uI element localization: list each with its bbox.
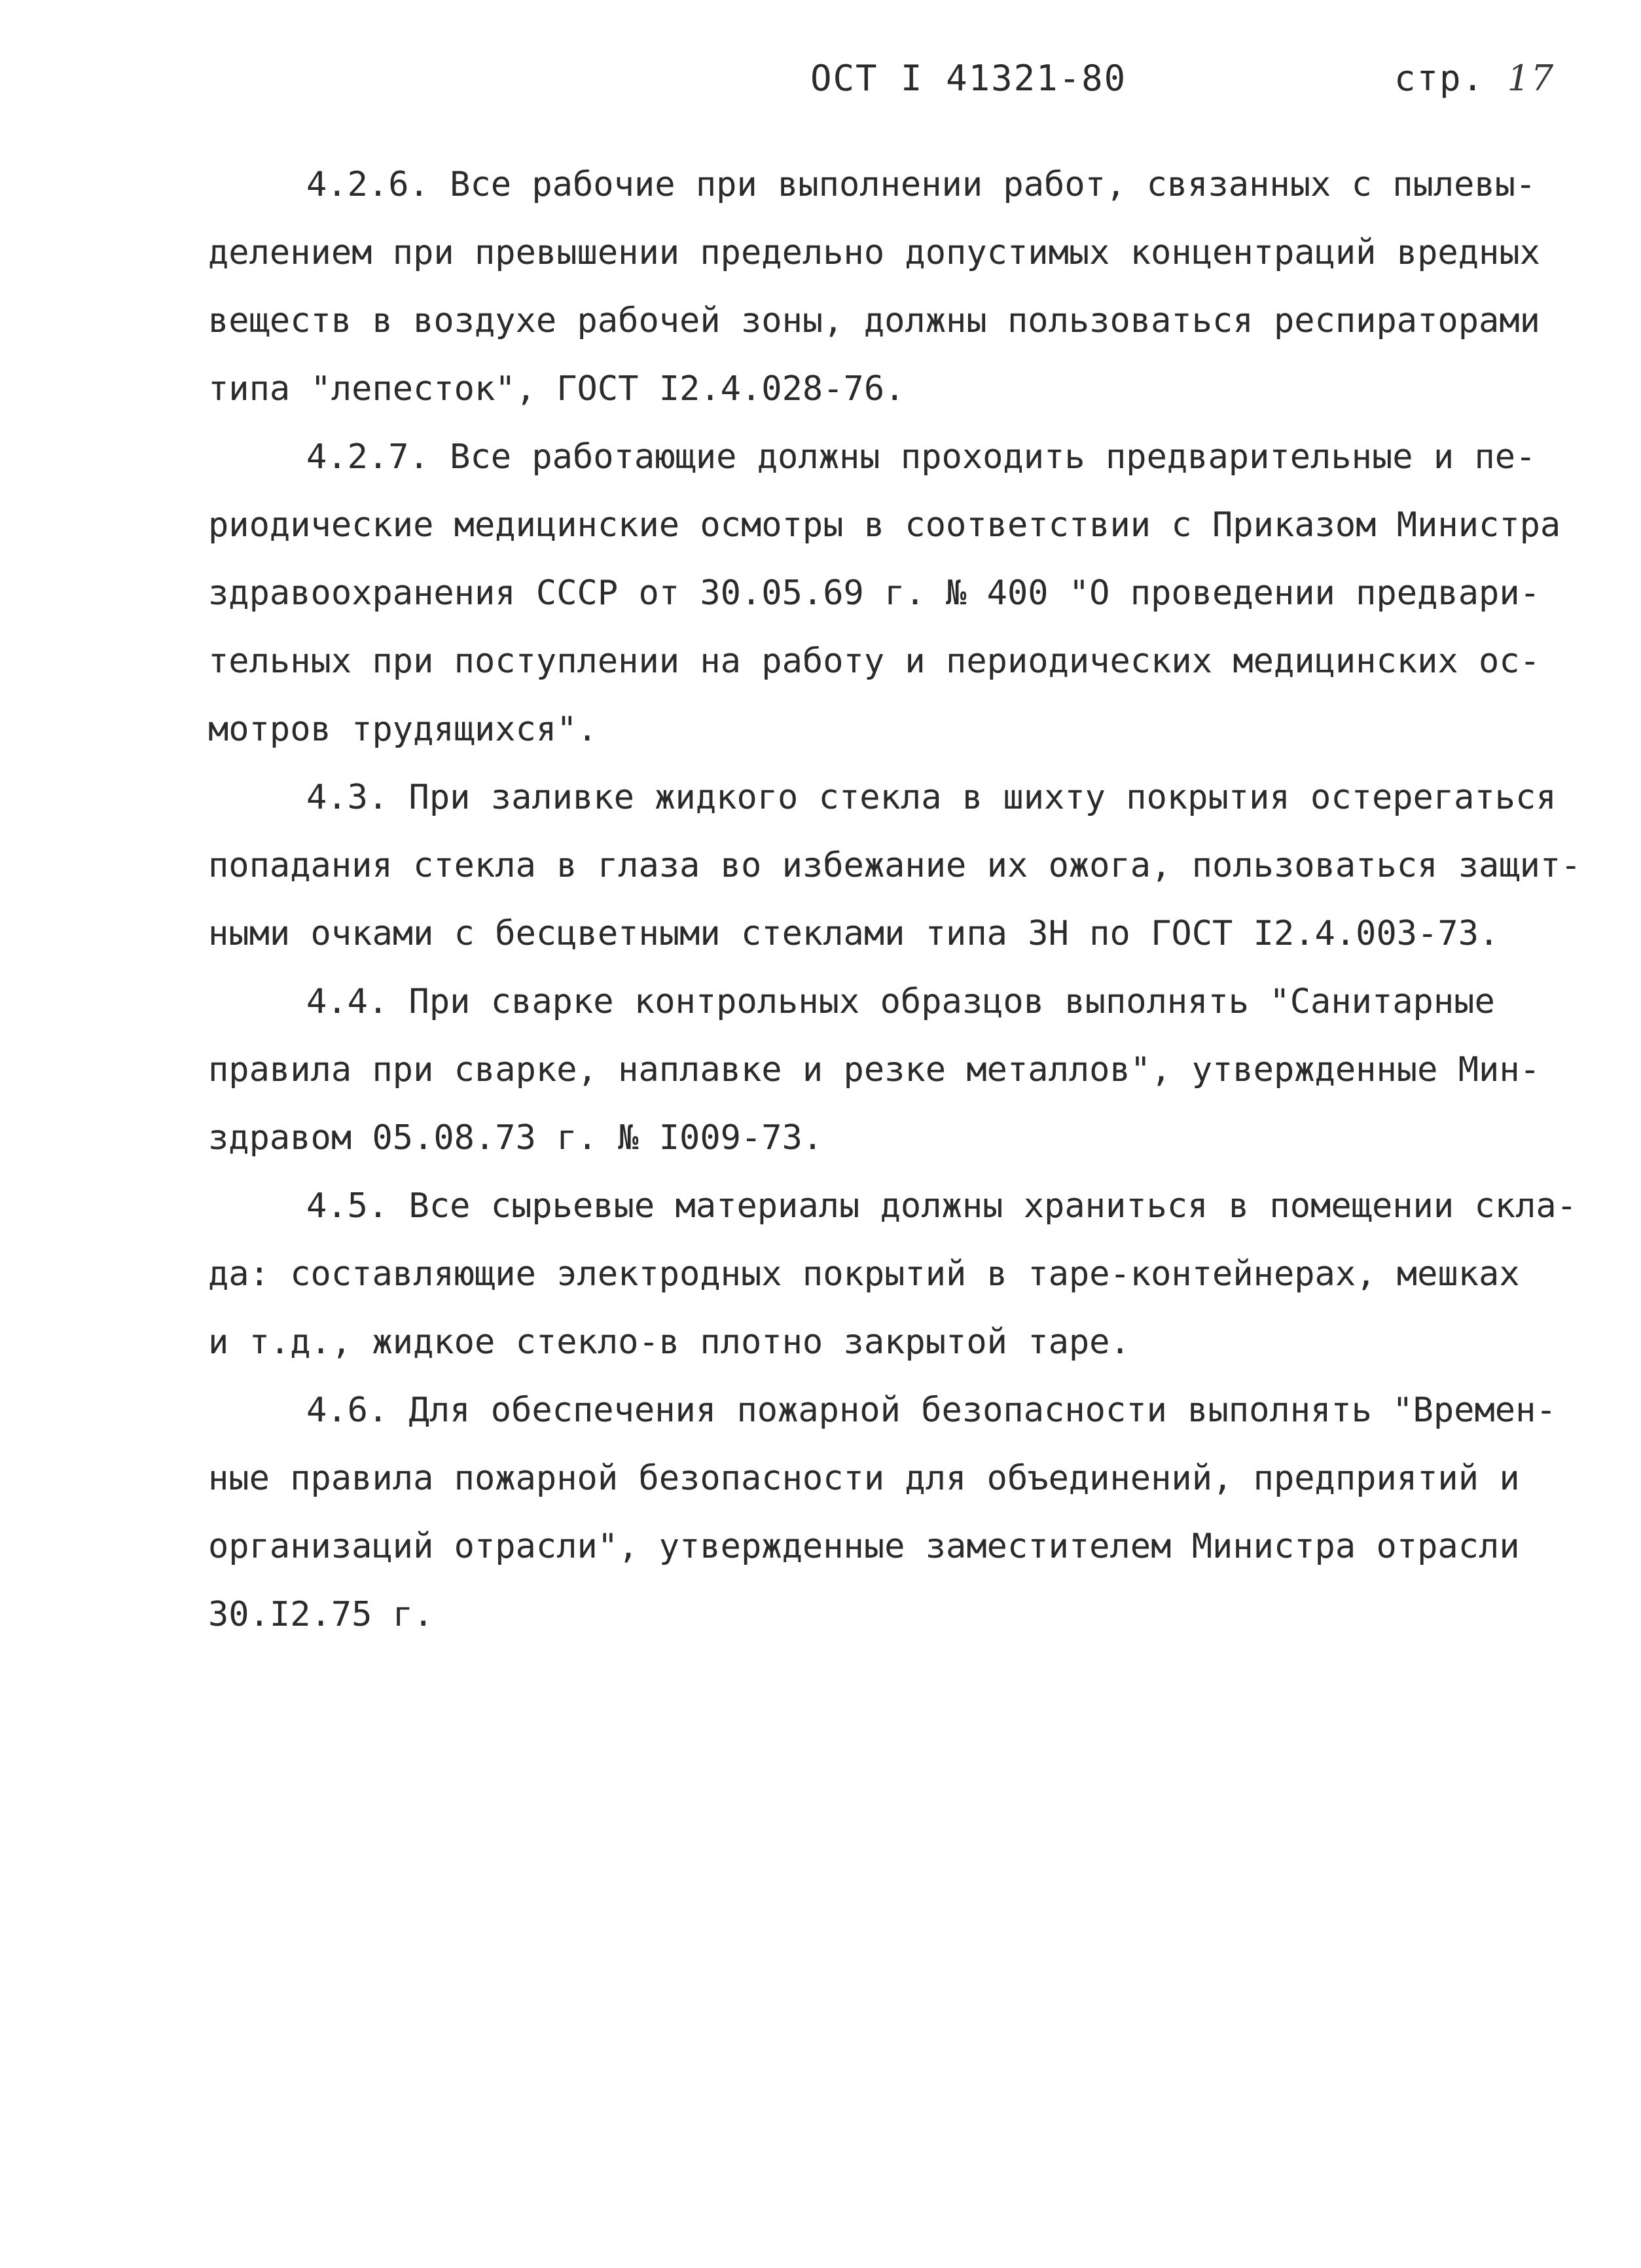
paragraph-4-3 xyxy=(208,763,1581,968)
text-line: 30.I2.75 г. xyxy=(208,1595,434,1634)
text-line: и т.д., жидкое стекло-в плотно закрытой таре. xyxy=(208,1323,1130,1362)
text-line: 4.4. При сварке контрольных образцов выполнять "Санитарные xyxy=(306,982,1495,1021)
text-line: тельных при поступлении на работу и периодических медицинских ос- xyxy=(208,642,1540,681)
text-line: здравом 05.08.73 г. № I009-73. xyxy=(208,1118,823,1158)
text-line: попадания стекла в глаза во избежание их ожога, пользоваться защит- xyxy=(208,846,1581,885)
page-number-label xyxy=(1394,58,1555,99)
text-line: здравоохранения СССР от 30.05.69 г. № 400 "О проведении предвари- xyxy=(208,574,1540,613)
text-line: правила при сварке, наплавке и резке металлов", утвержденные Мин- xyxy=(208,1050,1540,1089)
text-line: 4.5. Все сырьевые материалы должны храниться в помещении скла- xyxy=(306,1186,1578,1226)
text-line: риодические медицинские осмотры в соответствии с Приказом Министра xyxy=(208,505,1561,545)
paragraph-4-4 xyxy=(208,968,1557,1172)
text-line: типа "лепесток", ГОСТ I2.4.028-76. xyxy=(208,369,905,409)
document-code: ОСТ I 41321-80 xyxy=(810,58,1127,99)
text-line: организаций отрасли", утвержденные заместителем Министра отрасли xyxy=(208,1527,1520,1566)
text-line: мотров трудящихся". xyxy=(208,710,598,749)
text-line: веществ в воздухе рабочей зоны, должны пользоваться респираторами xyxy=(208,301,1540,340)
text-line: ные правила пожарной безопасности для объединений, предприятий и xyxy=(208,1459,1520,1498)
document-body xyxy=(208,151,1581,1649)
text-line: 4.3. При заливке жидкого стекла в шихту покрытия остерегаться xyxy=(306,778,1557,817)
text-line: ными очками с бесцветными стеклами типа ЗН по ГОСТ I2.4.003-73. xyxy=(208,914,1500,953)
paragraph-4-2-6 xyxy=(208,151,1557,423)
text-line: 4.6. Для обеспечения пожарной безопасности выполнять "Времен- xyxy=(306,1391,1557,1430)
paragraph-4-2-7 xyxy=(208,423,1561,763)
page-prefix: стр. xyxy=(1394,58,1485,99)
paragraph-4-5 xyxy=(208,1172,1578,1376)
paragraph-4-6 xyxy=(208,1376,1557,1649)
text-line: делением при превышении предельно допустимых концентраций вредных xyxy=(208,233,1540,272)
text-line: 4.2.6. Все рабочие при выполнении работ, связанных с пылевы- xyxy=(306,165,1536,204)
page-number: 17 xyxy=(1507,58,1555,99)
text-line: да: составляющие электродных покрытий в таре-контейнерах, мешках xyxy=(208,1254,1520,1294)
text-line: 4.2.7. Все работающие должны проходить предварительные и пе- xyxy=(306,437,1536,477)
